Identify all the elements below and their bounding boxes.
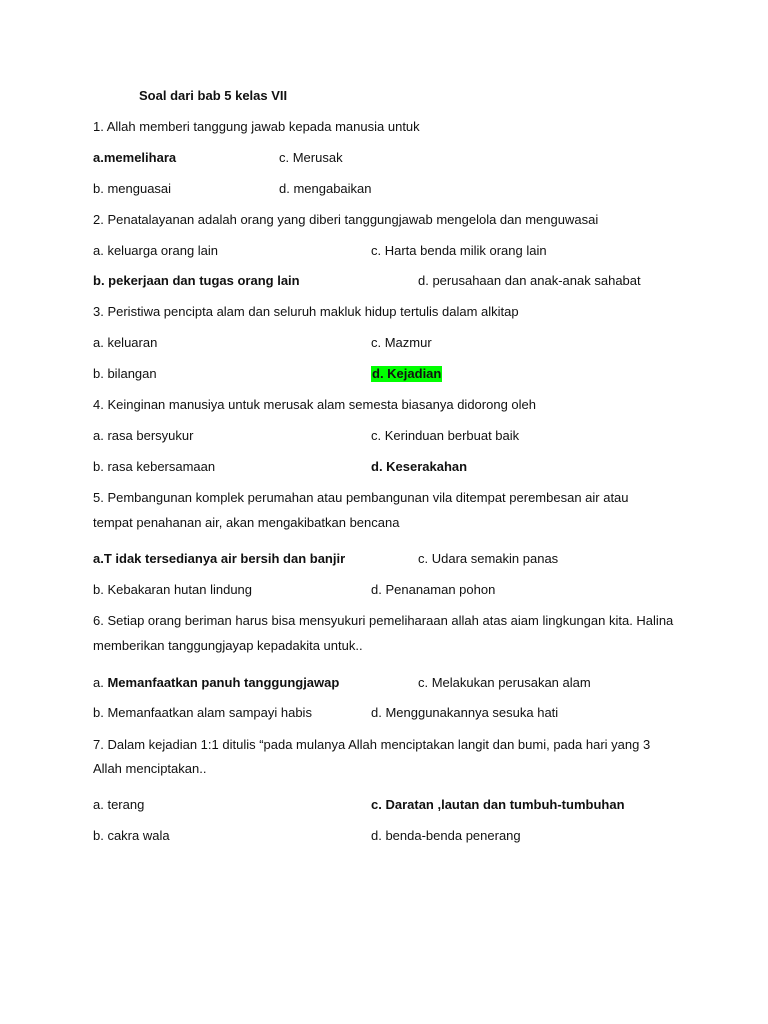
question-4-option-d: d. Keserakahan [371,459,468,474]
question-5-text-line-1: 5. Pembangunan komplek perumahan atau pembangunan vila ditempat perembesan air atau [93,490,629,505]
question-1-option-a: a.memelihara [93,150,177,165]
question-7-option-c: c. Daratan ,lautan dan tumbuh-tumbuhan [371,797,625,812]
question-6-option-b: b. Memanfaatkan alam sampayi habis [93,705,312,720]
question-6-option-c: c. Melakukan perusakan alam [418,675,591,690]
question-4-option-c: c. Kerinduan berbuat baik [371,428,520,443]
question-7-text-line-2: Allah menciptakan.. [93,761,207,776]
question-2-text: 2. Penatalayanan adalah orang yang diberi tanggungjawab mengelola dan menguwasai [93,212,599,227]
question-7-option-b: b. cakra wala [93,828,170,843]
question-2-option-a: a. keluarga orang lain [93,243,219,258]
question-3-option-c: c. Mazmur [371,335,432,350]
question-1-option-b: b. menguasai [93,181,172,196]
question-4-text: 4. Keinginan manusiya untuk merusak alam semesta biasanya didorong oleh [93,397,536,412]
question-3-option-b: b. bilangan [93,366,157,381]
question-3-option-a: a. keluaran [93,335,158,350]
question-5-option-b: b. Kebakaran hutan lindung [93,582,253,597]
question-3-text: 3. Peristiwa pencipta alam dan seluruh makluk hidup tertulis dalam alkitap [93,304,519,319]
question-5-text-line-2: tempat penahanan air, akan mengakibatkan bencana [93,515,400,530]
question-5-option-a: a.T idak tersedianya air bersih dan banjir [93,551,346,566]
question-6-text-line-2: memberikan tanggungjayap kepadakita untuk.. [93,638,363,653]
question-7-option-a: a. terang [93,797,145,812]
question-4-option-a: a. rasa bersyukur [93,428,194,443]
question-7-text-line-1: 7. Dalam kejadian 1:1 ditulis “pada mulanya Allah menciptakan langit dan bumi, pada hari yang 3 [93,737,651,752]
question-6-option-a-text: Memanfaatkan panuh tanggungjawap [107,675,340,690]
question-2-option-b: b. pekerjaan dan tugas orang lain [93,273,300,288]
question-7-option-d: d. benda-benda penerang [371,828,521,843]
question-2-option-d: d. perusahaan dan anak-anak sahabat [418,273,641,288]
question-6-option-d: d. Menggunakannya sesuka hati [371,705,559,720]
question-1-option-d: d. mengabaikan [279,181,372,196]
question-3-option-d-highlighted: d. Kejadian [372,366,442,381]
question-6-text-line-1: 6. Setiap orang beriman harus bisa mensyukuri pemeliharaan allah atas aiam lingkungan kita. Halina [93,613,674,628]
question-1-option-c: c. Merusak [279,150,343,165]
question-5-option-d: d. Penanaman pohon [371,582,496,597]
question-4-option-b: b. rasa kebersamaan [93,459,216,474]
question-6-option-a [93,675,339,691]
document-title: Soal dari bab 5 kelas VII [139,88,288,103]
question-6-option-a-prefix: a. [93,675,108,690]
question-5-option-c: c. Udara semakin panas [418,551,559,566]
question-2-option-c: c. Harta benda milik orang lain [371,243,547,258]
question-1-text: 1. Allah memberi tanggung jawab kepada manusia untuk [93,119,420,134]
